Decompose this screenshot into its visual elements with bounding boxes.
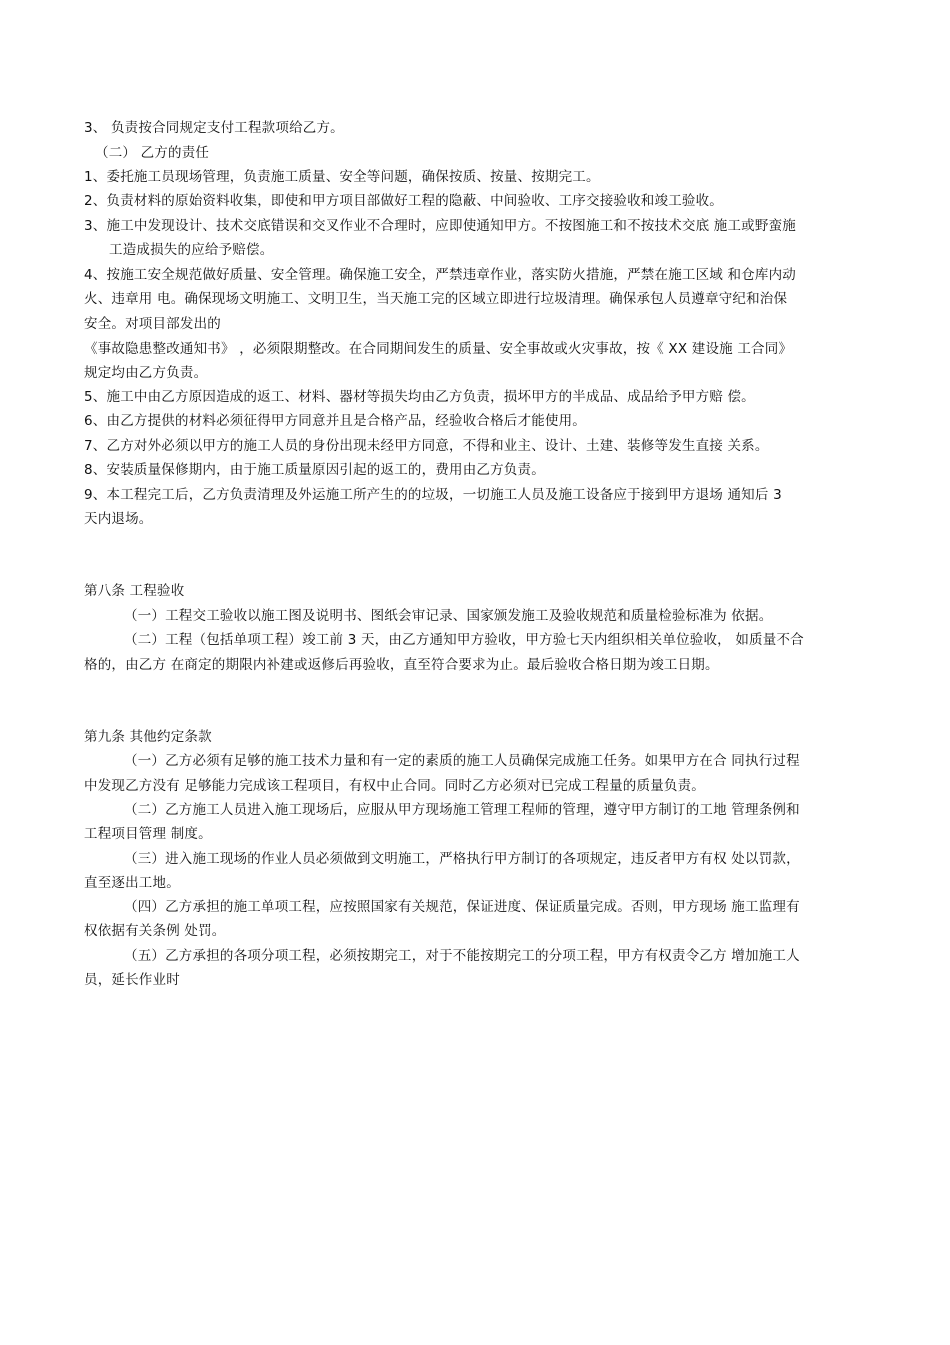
- duty-line: 1、委托施工员现场管理，负责施工质量、安全等问题，确保按质、按量、按期完工。: [84, 169, 600, 185]
- duty-line: 5、施工中由乙方原因造成的返工、材料、器材等损失均由乙方负责，损坏甲方的半成品、成品给予甲方赔 偿。: [84, 389, 755, 405]
- article-9-line: 员，延长作业时: [84, 972, 180, 988]
- duty-line: 规定均由乙方负责。: [84, 365, 208, 381]
- article-9-heading: 第九条 其他约定条款: [84, 729, 212, 745]
- article-9-line: （二）乙方施工人员进入施工现场后，应服从甲方现场施工管理工程师的管理，遵守甲方制订的工地 管理条例和: [124, 802, 800, 818]
- duty-line: 9、本工程完工后，乙方负责清理及外运施工所产生的的垃圾，一切施工人员及施工设备应于接到甲方退场 通知后 3: [84, 487, 782, 503]
- article-8-line: （一）工程交工验收以施工图及说明书、图纸会审记录、国家颁发施工及验收规范和质量检验标准为 依据。: [124, 608, 773, 624]
- article-9-line: 权依据有关条例 处罚。: [84, 923, 226, 939]
- duty-line: 《事故隐患整改通知书》 ，必须限期整改。在合同期间发生的质量、安全事故或火灾事故，按《 XX 建设施 工合同》: [84, 341, 793, 357]
- article-8-heading: 第八条 工程验收: [84, 583, 185, 599]
- article-9-line: 中发现乙方没有 足够能力完成该工程项目，有权中止合同。同时乙方必须对已完成工程量的质量负责。: [84, 778, 705, 794]
- article-9-line: 工程项目管理 制度。: [84, 826, 212, 842]
- article-8-line: （二）工程（包括单项工程）竣工前 3 天，由乙方通知甲方验收，甲方验七天内组织相关单位验收， 如质量不合: [124, 632, 804, 648]
- article-9-line: 直至逐出工地。: [84, 875, 180, 891]
- duty-line: 安全。对项目部发出的: [84, 316, 221, 332]
- duty-line: 4、按施工安全规范做好质量、安全管理。确保施工安全，严禁违章作业，落实防火措施，严禁在施工区域 和仓库内动: [84, 267, 796, 283]
- article-9-line: （一）乙方必须有足够的施工技术力量和有一定的素质的施工人员确保完成施工任务。如果甲方在合 同执行过程: [124, 753, 800, 769]
- article-9-line: （四）乙方承担的施工单项工程，应按照国家有关规范，保证进度、保证质量完成。否则，甲方现场 施工监理有: [124, 899, 800, 915]
- duty-line: 天内退场。: [84, 511, 153, 527]
- duty-line: 工造成损失的应给予赔偿。: [109, 242, 274, 258]
- duty-line: 8、安装质量保修期内，由于施工质量原因引起的返工的，费用由乙方负责。: [84, 462, 545, 478]
- article-8-line: 格的，由乙方 在商定的期限内补建或返修后再验收，直至符合要求为止。最后验收合格日期为竣工日期。: [84, 657, 719, 673]
- duty-line: 火、违章用 电。确保现场文明施工、文明卫生，当天施工完的区域立即进行垃圾清理。确保承包人员遵章守纪和治保: [84, 291, 788, 307]
- article-9-line: （五）乙方承担的各项分项工程，必须按期完工，对于不能按期完工的分项工程，甲方有权责令乙方 增加施工人: [124, 948, 800, 964]
- duty-line: 6、由乙方提供的材料必须征得甲方同意并且是合格产品，经验收合格后才能使用。: [84, 413, 586, 429]
- duty-line: 7、乙方对外必须以甲方的施工人员的身份出现未经甲方同意，不得和业主、设计、土建、装修等发生直接 关系。: [84, 438, 769, 454]
- section-b-heading: （二） 乙方的责任: [95, 145, 210, 161]
- article-9-line: （三）进入施工现场的作业人员必须做到文明施工，严格执行甲方制订的各项规定，违反者甲方有权 处以罚款，: [124, 851, 800, 867]
- duty-line: 2、负责材料的原始资料收集，即使和甲方项目部做好工程的隐蔽、中间验收、工序交接验收和竣工验收。: [84, 193, 723, 209]
- section-b-item-3: 3、 负责按合同规定支付工程款项给乙方。: [84, 120, 344, 136]
- duty-line: 3、施工中发现设计、技术交底错误和交叉作业不合理时，应即使通知甲方。不按图施工和不按技术交底 施工或野蛮施: [84, 218, 796, 234]
